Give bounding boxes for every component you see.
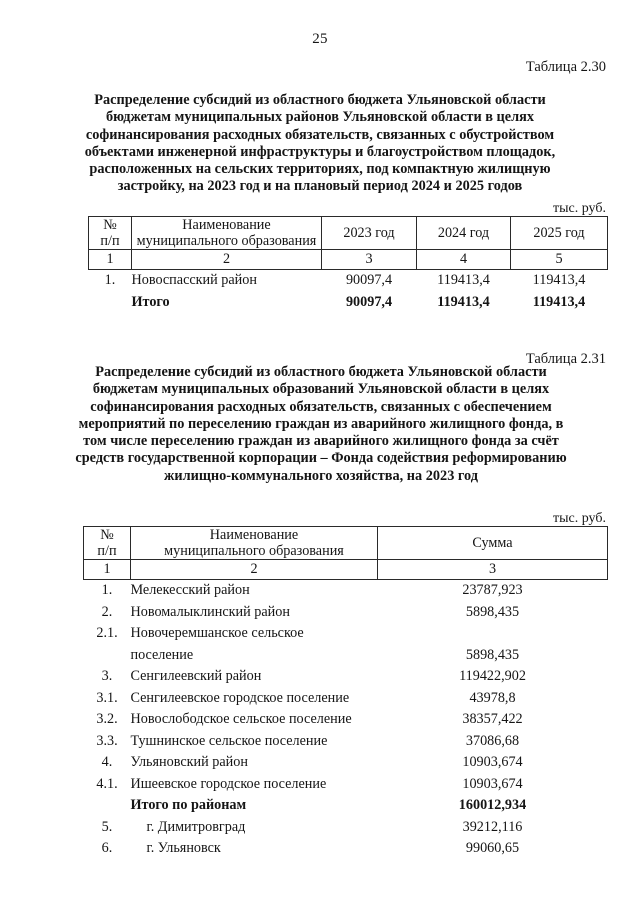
row-index: 3.2. [96, 711, 118, 727]
header-name-line1: Наименование [209, 527, 299, 543]
colnum-2: 2 [131, 560, 378, 580]
table-header-row [84, 527, 608, 560]
row-value-sum: 10903,674 [462, 775, 523, 792]
row-index: 3.1. [96, 689, 118, 706]
colnum-1: 1 [89, 250, 132, 270]
header-cell-2024: 2024 год [417, 217, 511, 250]
row-value-sum: 160012,934 [458, 797, 527, 813]
table-row [84, 666, 608, 688]
units-label-2-30: тыс. руб. [553, 201, 606, 216]
header-no-line2: п/п [100, 233, 120, 249]
row-index: 2. [101, 603, 113, 620]
table-row [84, 817, 608, 839]
colnum-2: 2 [132, 250, 322, 270]
table-row [84, 580, 608, 602]
row-index: 6. [101, 840, 113, 856]
table-row [84, 774, 608, 796]
row-value-sum: 10903,674 [462, 754, 523, 770]
row-name: Ишеевское городское поселение [130, 775, 327, 792]
table-row [84, 602, 608, 624]
row-value-2025: 119413,4 [532, 293, 586, 310]
table-label-2-30: Таблица 2.30 [525, 59, 606, 75]
header-cell-name [132, 217, 322, 250]
row-value-sum: 39212,116 [462, 818, 523, 835]
header-no-line2: п/п [97, 543, 117, 559]
row-index: 5. [101, 818, 113, 835]
header-name-line1: Наименование [182, 217, 271, 233]
row-name: Ульяновский район [130, 754, 248, 770]
row-index: 4.1. [96, 775, 118, 792]
row-name: Новоспасский район [131, 272, 257, 288]
table-header-row [89, 217, 608, 250]
row-index: 1. [104, 272, 116, 288]
row-index: 2.1. [96, 625, 118, 641]
row-value-sum: 23787,923 [462, 582, 523, 598]
table-2-30 [88, 216, 608, 313]
row-value-2023: 90097,4 [345, 272, 393, 288]
row-value-2024: 119413,4 [437, 293, 490, 310]
row-value-sum [378, 623, 608, 645]
row-value-2024: 119413,4 [437, 272, 490, 288]
table-row [84, 752, 608, 774]
units-label-2-31: тыс. руб. [553, 511, 606, 526]
table-row-continuation [84, 645, 608, 667]
header-cell-2023: 2023 год [322, 217, 417, 250]
table-title-2-31: Распределение субсидий из областного бюджета Ульяновской области бюджетам муниципальных образований Ульяновской области в целях софинансирования расходных обязательств, связанных с обеспечением мероприятий по переселению граждан из аварийного жилищного фонда, в том числе переселению граждан из аварийного жилищного фонда за счёт средств государственной корпорации – Фонда содействия реформированию жилищно-коммунального хозяйства, на 2023 год [75, 364, 567, 484]
colnum-1: 1 [84, 560, 131, 580]
row-name: Итого [131, 293, 170, 310]
table-row [84, 838, 608, 860]
header-no-line1: № [103, 217, 117, 233]
row-index: 4. [101, 754, 113, 770]
row-name: Итого по районам [130, 797, 247, 813]
header-name-line2: муниципального образования [136, 233, 317, 249]
table-column-number-row [89, 250, 608, 270]
table-total-row [89, 292, 608, 314]
row-value-sum: 43978,8 [469, 689, 516, 706]
colnum-3: 3 [378, 560, 608, 580]
row-name: г. Димитровград [146, 818, 246, 835]
row-index-continued [84, 645, 131, 667]
row-value-2023: 90097,4 [345, 293, 393, 310]
table-2-31 [83, 526, 608, 860]
header-no-line1: № [100, 527, 114, 543]
table-label-2-31: Таблица 2.31 [525, 351, 606, 367]
row-name: Сенгилеевский район [130, 668, 262, 684]
row-name: Новослободское сельское поселение [130, 711, 352, 727]
header-cell-2025: 2025 год [511, 217, 608, 250]
row-name: Новочеремшанское сельское [130, 625, 304, 641]
header-cell-no [84, 527, 131, 560]
row-name: г. Ульяновск [146, 840, 221, 856]
table-subtotal-row [84, 795, 608, 817]
row-name: Сенгилеевское городское поселение [130, 689, 350, 706]
page-number: 25 [312, 31, 328, 47]
row-index [89, 292, 132, 314]
table-row [84, 688, 608, 710]
header-cell-no [89, 217, 132, 250]
row-name: Мелекесский район [130, 582, 250, 598]
header-cell-sum: Сумма [378, 527, 608, 560]
header-cell-name [131, 527, 378, 560]
table-row [84, 731, 608, 753]
row-index: 3.3. [96, 732, 118, 749]
row-value-2025: 119413,4 [532, 272, 586, 288]
colnum-4: 4 [417, 250, 511, 270]
row-name: Тушнинское сельское поселение [130, 732, 328, 749]
row-value-sum: 5898,435 [465, 646, 520, 663]
row-value-sum: 38357,422 [462, 711, 523, 727]
table-row [84, 623, 608, 645]
row-index: 1. [101, 582, 113, 598]
colnum-3: 3 [322, 250, 417, 270]
table-column-number-row [84, 560, 608, 580]
row-value-sum: 99060,65 [465, 840, 520, 856]
row-name: Новомалыклинский район [130, 603, 290, 620]
row-value-sum: 119422,902 [459, 668, 526, 684]
row-index [84, 795, 131, 817]
table-row [89, 270, 608, 292]
table-row [84, 709, 608, 731]
colnum-5: 5 [511, 250, 608, 270]
row-value-sum: 5898,435 [465, 603, 520, 620]
row-value-sum: 37086,68 [465, 732, 520, 749]
table-title-2-30: Распределение субсидий из областного бюджета Ульяновской области бюджетам муниципальных районов Ульяновской области в целях софинансирования расходных обязательств, связанных с обустройством объектами инженерной инфраструктуры и благоустройством площадок, расположенных на сельских территориях, под компактную жилищную застройку, на 2023 год и на плановый период 2024 и 2025 годов [84, 92, 556, 195]
row-index: 3. [101, 668, 113, 684]
header-name-line2: муниципального образования [164, 543, 344, 559]
row-name-continued: поселение [130, 646, 194, 663]
